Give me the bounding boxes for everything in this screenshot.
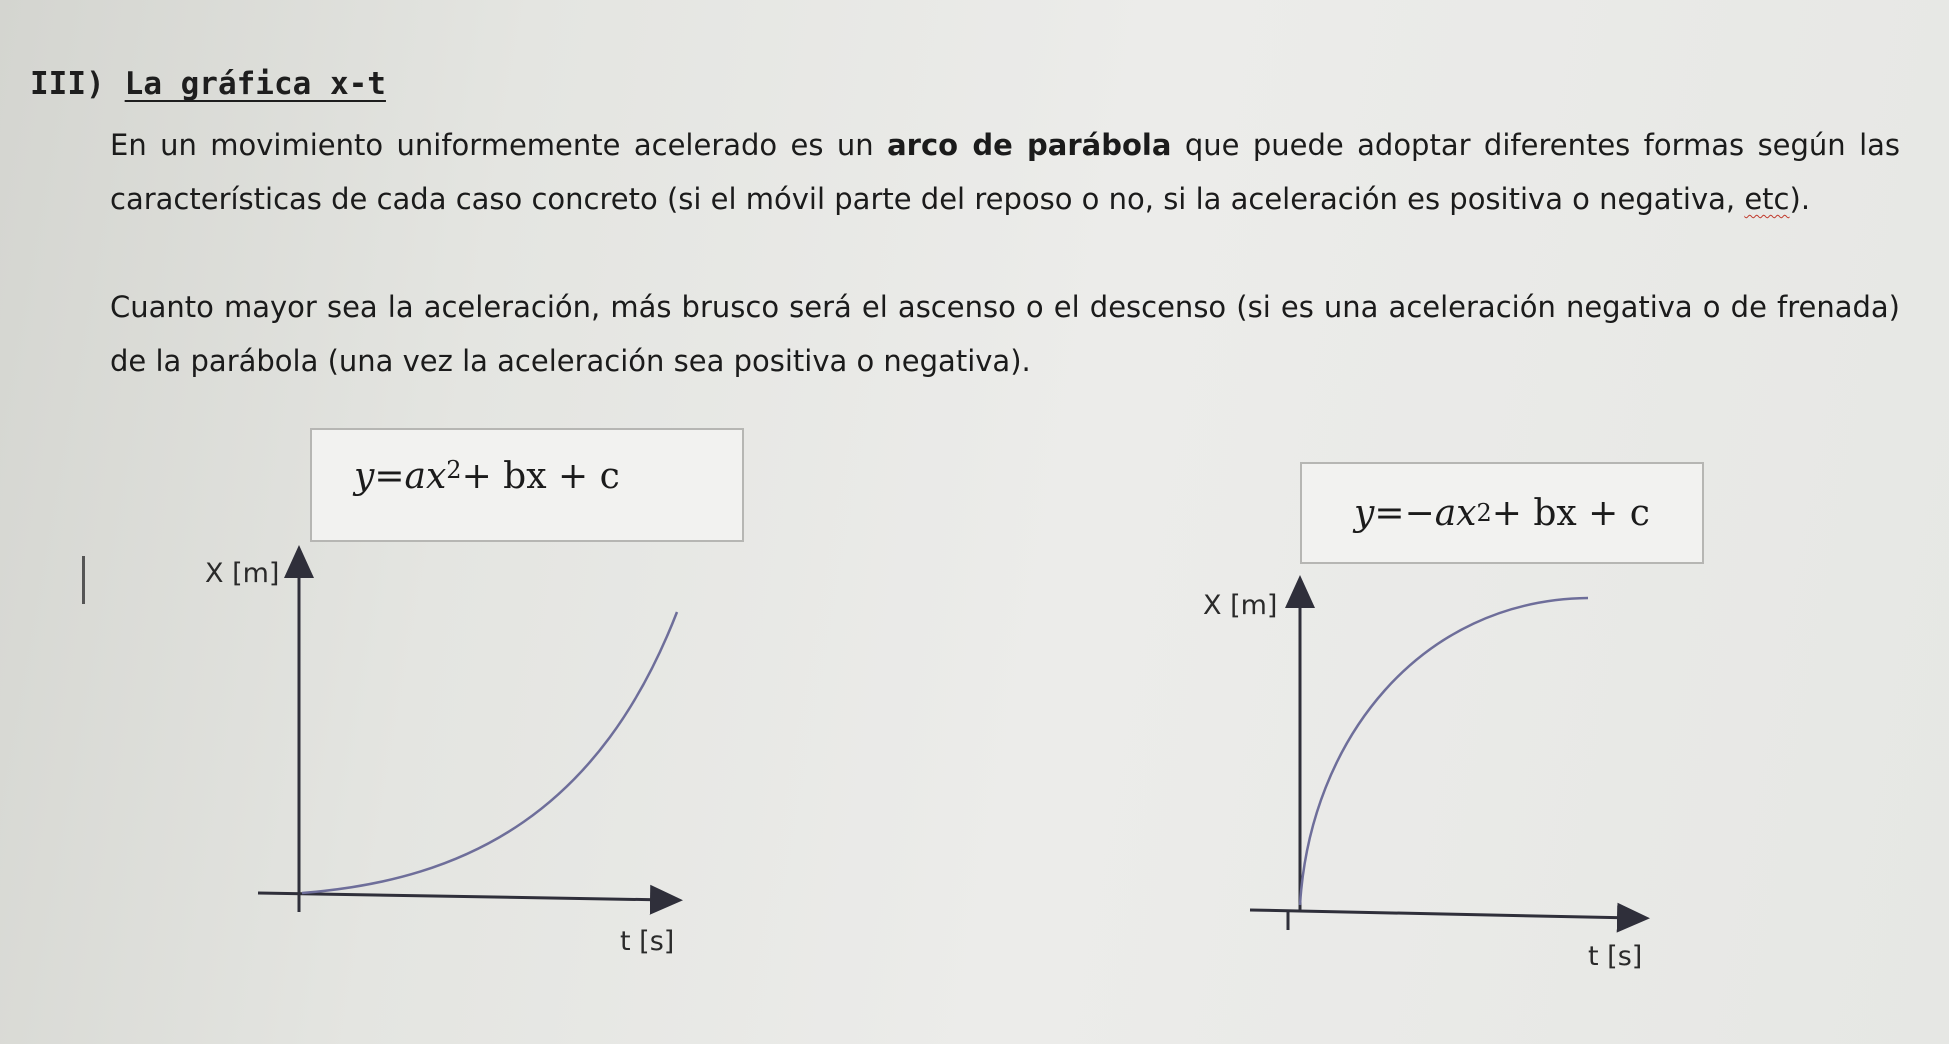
- section-number: III): [30, 66, 105, 102]
- formula-right-exp: 2: [1476, 499, 1492, 527]
- formula-right-term: ax: [1434, 492, 1477, 534]
- paragraph-acceleration: Cuanto mayor sea la aceleración, más brusco será el ascenso o el descenso (si es una aceleración negativa o de frenada) de la parábola (una vez la aceleración sea positiva o negativa).: [110, 290, 1900, 378]
- formula-left-eq: =: [374, 456, 405, 497]
- graph-left-xlabel: t [s]: [620, 926, 675, 957]
- formula-right-rest: + bx + c: [1491, 492, 1650, 534]
- graph-right-curve: [1300, 598, 1588, 905]
- graph-right-xlabel: t [s]: [1588, 941, 1643, 972]
- graph-right-x-axis: [1250, 910, 1635, 918]
- para1-bold: arco de parábola: [887, 128, 1172, 162]
- formula-right-lhs: y: [1354, 492, 1375, 534]
- para1-etc: etc: [1744, 182, 1790, 216]
- para1-text-a: En un movimiento uniformemente acelerado es un: [110, 128, 888, 162]
- formula-left-exp: 2: [446, 456, 462, 484]
- graph-left-x-axis: [258, 893, 668, 900]
- para1-text-c: ).: [1789, 182, 1811, 216]
- para1-text-b: que puede adoptar diferentes formas según las características de cada caso concreto (si el móvil parte del reposo o no, si la aceleración es positiva o negativa,: [110, 128, 1901, 216]
- graph-right: [1203, 590, 1642, 972]
- formula-left-term: ax: [404, 456, 447, 497]
- graph-left-ylabel: X [m]: [205, 558, 280, 589]
- graph-right-ylabel: X [m]: [1203, 590, 1278, 621]
- formula-left-rest: + bx + c: [461, 456, 620, 497]
- graph-left: [205, 558, 677, 957]
- graph-left-curve: [302, 612, 677, 893]
- formula-left-lhs: y: [354, 456, 375, 497]
- formula-right-eq: =−: [1374, 492, 1435, 534]
- section-title: La gráfica x-t: [124, 66, 386, 102]
